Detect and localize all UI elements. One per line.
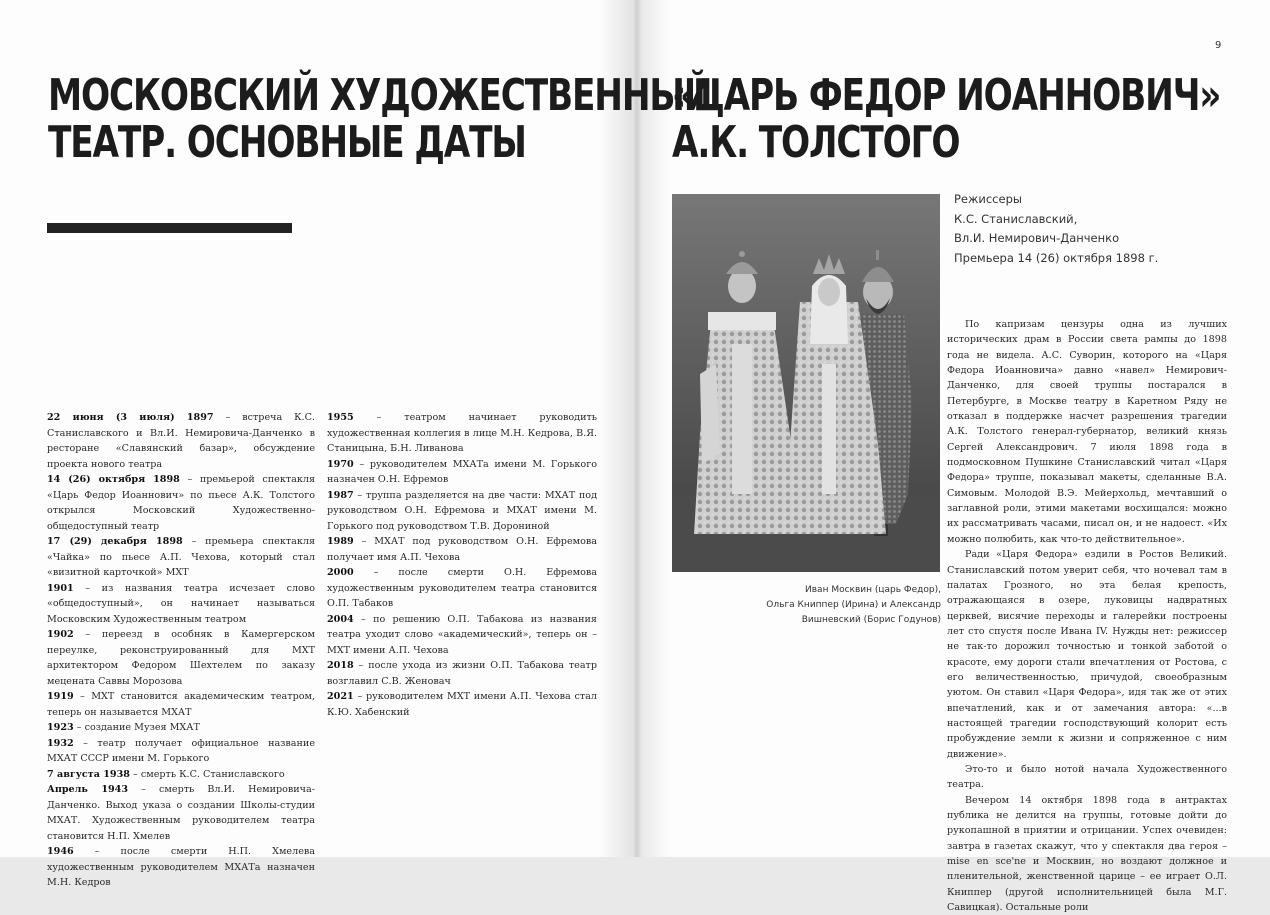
left-title-line-2: ТЕАТР. ОСНОВНЫЕ ДАТЫ	[48, 117, 526, 168]
timeline-date: 1923	[47, 722, 74, 733]
production-credits	[954, 190, 1234, 268]
timeline-entry	[47, 689, 315, 720]
right-title-line-1: «ЦАРЬ ФЕДОР ИОАННОВИЧ»	[672, 70, 1221, 121]
timeline-date: 1901	[47, 582, 74, 594]
timeline-column-2	[327, 410, 597, 720]
timeline-text: – премьера спектакля «Чайка» по пьесе А.П. Чехова, который стал «визитной карточкой» МХТ	[47, 536, 315, 578]
timeline-text: – МХАТ под руководством О.Н. Ефремова получает имя А.П. Чехова	[327, 536, 597, 563]
caption-line-3: Вишневский (Борис Годунов)	[801, 615, 941, 625]
timeline-text: – руководителем МХТ имени А.П. Чехова стал К.Ю. Хабенский	[327, 691, 597, 718]
right-title-line-2: А.К. ТОЛСТОГО	[672, 117, 960, 168]
timeline-date: 1902	[47, 629, 74, 640]
timeline-entry	[47, 581, 315, 628]
timeline-date: 22 июня (3 июля) 1897	[47, 412, 214, 423]
body-paragraph: Вечером 14 октября 1898 года в антрактах публика не делится на группы, готовые дойти до рукопашной в приятии и отрицании. Успех очевиден: завтра в газетах скажут, что у спектакля два героя – mise en sce'ne и Москвин, но воздают должное и пленительной, женственной царице – ее играет О.Л. Книппер (другой исполнительницей была М.Г. Савицкая). Остальные роли	[947, 794, 1227, 914]
credits-director-2: Вл.И. Немирович-Данченко	[954, 231, 1120, 245]
timeline-date: 1987	[327, 489, 354, 501]
timeline-entry	[47, 736, 315, 767]
timeline-date: 17 (29) декабря 1898	[47, 536, 183, 547]
credits-director-1: К.С. Станиславский,	[954, 211, 1078, 226]
timeline-entry	[327, 565, 597, 612]
timeline-entry	[327, 410, 597, 457]
timeline-text: – встреча К.С. Станиславского и Вл.И. Немировича-Данченко в ресторане «Славянский базар», обсуждение проекта нового театра	[47, 412, 315, 470]
timeline-entry	[327, 534, 597, 565]
timeline-date: 2004	[327, 613, 354, 625]
timeline-text: – из названия театра исчезает слово «общедоступный», он начинает называться Московским Художественным театром	[47, 582, 315, 625]
timeline-entry	[327, 612, 597, 659]
timeline-entry	[327, 488, 597, 535]
left-page-title	[48, 72, 711, 166]
timeline-date: 1946	[47, 846, 74, 857]
timeline-entry	[47, 410, 315, 472]
page-number: 9	[1215, 40, 1222, 51]
timeline-date: Апрель 1943	[47, 784, 129, 795]
article-body	[947, 317, 1227, 915]
timeline-text: – после смерти Н.П. Хмелева художественным руководителем МХАТа назначен М.Н. Кедров	[47, 846, 315, 888]
timeline-date: 1989	[327, 536, 354, 547]
caption-line-1: Иван Москвин (царь Федор),	[805, 585, 941, 595]
timeline-text: – руководителем МХАТа имени М. Горького назначен О.Н. Ефремов	[327, 458, 597, 485]
timeline-text: – театр получает официальное название МХАТ СССР имени М. Горького	[47, 737, 315, 764]
timeline-text: – после смерти О.Н. Ефремова художественным руководителем театра становится О.П. Табаков	[327, 567, 597, 609]
timeline-date: 2018	[327, 660, 354, 671]
timeline-text: – театром начинает руководить художественная коллегия в лице М.Н. Кедрова, В.Я. Станицына, Б.Н. Ливанова	[327, 412, 597, 454]
timeline-text: – переезд в особняк в Камергерском переулке, реконструированный для МХТ архитектором Федором Шехтелем по заказу мецената Саввы Морозова	[47, 629, 315, 687]
timeline-text: – после ухода из жизни О.П. Табакова театр возглавил С.В. Женовач	[327, 660, 597, 687]
right-page	[635, 0, 1270, 914]
credits-directors-label: Режиссеры	[954, 192, 1022, 206]
timeline-date: 14 (26) октября 1898	[47, 474, 180, 485]
timeline-entry	[47, 472, 315, 534]
timeline-entry	[327, 457, 597, 488]
right-page-title	[672, 72, 1220, 166]
timeline-text: – труппа разделяется на две части: МХАТ под руководством О.Н. Ефремова и МХАТ имени М. Горького под руководством Т.В. Дорониной	[327, 489, 597, 532]
timeline-text: – смерть Вл.И. Немировича-Данченко. Выход указа о создании Школы-студии МХАТ. Художественным руководителем театра становится Н.П. Хмелев	[47, 784, 315, 842]
timeline-text: – МХТ становится академическим театром, теперь он называется МХАТ	[47, 691, 315, 718]
body-paragraph: Ради «Царя Федора» ездили в Ростов Великий. Станиславский потом уверит себя, что ночевал там в палатах Грозного, но эта белая крепость, отражающаяся в озере, луковицы надвратных церквей, висячие переходы и галерейки построены лет сто спустя после Ивана IV. Нужды нет: режиссер не так-то дорожил точностью и тонкой заботой о красоте, ему дороги стали впечатления от Ростова, с его величественностью, причудой, своеобразным уютом. Он ставил «Царя Федора», идя так же от этих впечатлений, как и от замечания автора: «...в настоящей трагедии господствующий колорит есть пробуждение земли к жизни и сопряженное с ним движение».	[947, 549, 1227, 760]
title-rule	[47, 223, 292, 233]
timeline-entry	[47, 767, 315, 783]
timeline-date: 1932	[47, 737, 74, 749]
timeline-entry	[327, 689, 597, 720]
timeline-date: 1970	[327, 458, 354, 470]
timeline-entry	[47, 782, 315, 844]
timeline-date: 7 августа 1938	[47, 768, 130, 780]
timeline-text: – премьерой спектакля «Царь Федор Иоаннович» по пьесе А.К. Толстого открылся Московский Художественно-общедоступный театр	[47, 474, 315, 532]
timeline-entry	[47, 534, 315, 581]
timeline-date: 2000	[327, 567, 354, 578]
timeline-entry	[47, 720, 315, 736]
caption-line-2: Ольга Книппер (Ирина) и Александр	[766, 600, 941, 610]
timeline-entry	[327, 658, 597, 689]
timeline-date: 2021	[327, 691, 354, 702]
left-title-line-1: МОСКОВСКИЙ ХУДОЖЕСТВЕННЫЙ	[48, 70, 712, 121]
timeline-date: 1919	[47, 691, 74, 702]
timeline-text: – смерть К.С. Станиславского	[129, 768, 285, 780]
timeline-date: 1955	[327, 412, 354, 423]
credits-premiere: Премьера 14 (26) октября 1898 г.	[954, 250, 1159, 265]
photo-illustration	[672, 194, 940, 572]
body-paragraph: По капризам цензуры одна из лучших исторических драм в России света рампы до 1898 года не видела. А.С. Суворин, которого на «Царя Федора Иоанновича» давно «навел» Немирович-Данченко, для своей труппы постарался в Петербурге, в Москве театру в Каретном Ряду не отказал в поддержке насчет разрешения трагедии А.К. Толстого генерал-губернатор, великий князь Сергей Александрович. 7 июля 1898 года в подмосковном Пушкине Станиславский читал «Царя Федора» труппе, показывал макеты, сделанные В.А. Симовым. Молодой В.Э. Мейерхольд, мечтавший о заглавной роли, этими макетами восхищался: можно их рассматривать часами, писал он, и не надоест. «Их можно полюбить, как что-то действительное».	[947, 319, 1227, 545]
timeline-column-1	[47, 410, 315, 891]
timeline-entry	[47, 844, 315, 891]
body-paragraph: Это-то и было нотой начала Художественного театра.	[947, 763, 1227, 791]
photo-caption	[753, 583, 941, 628]
timeline-entry	[47, 627, 315, 689]
production-photo	[672, 194, 940, 572]
timeline-text: – по решению О.П. Табакова из названия театра уходит слово «академический», теперь он – МХТ имени А.П. Чехова	[327, 613, 597, 656]
timeline-text: – создание Музея МХАТ	[73, 722, 200, 733]
